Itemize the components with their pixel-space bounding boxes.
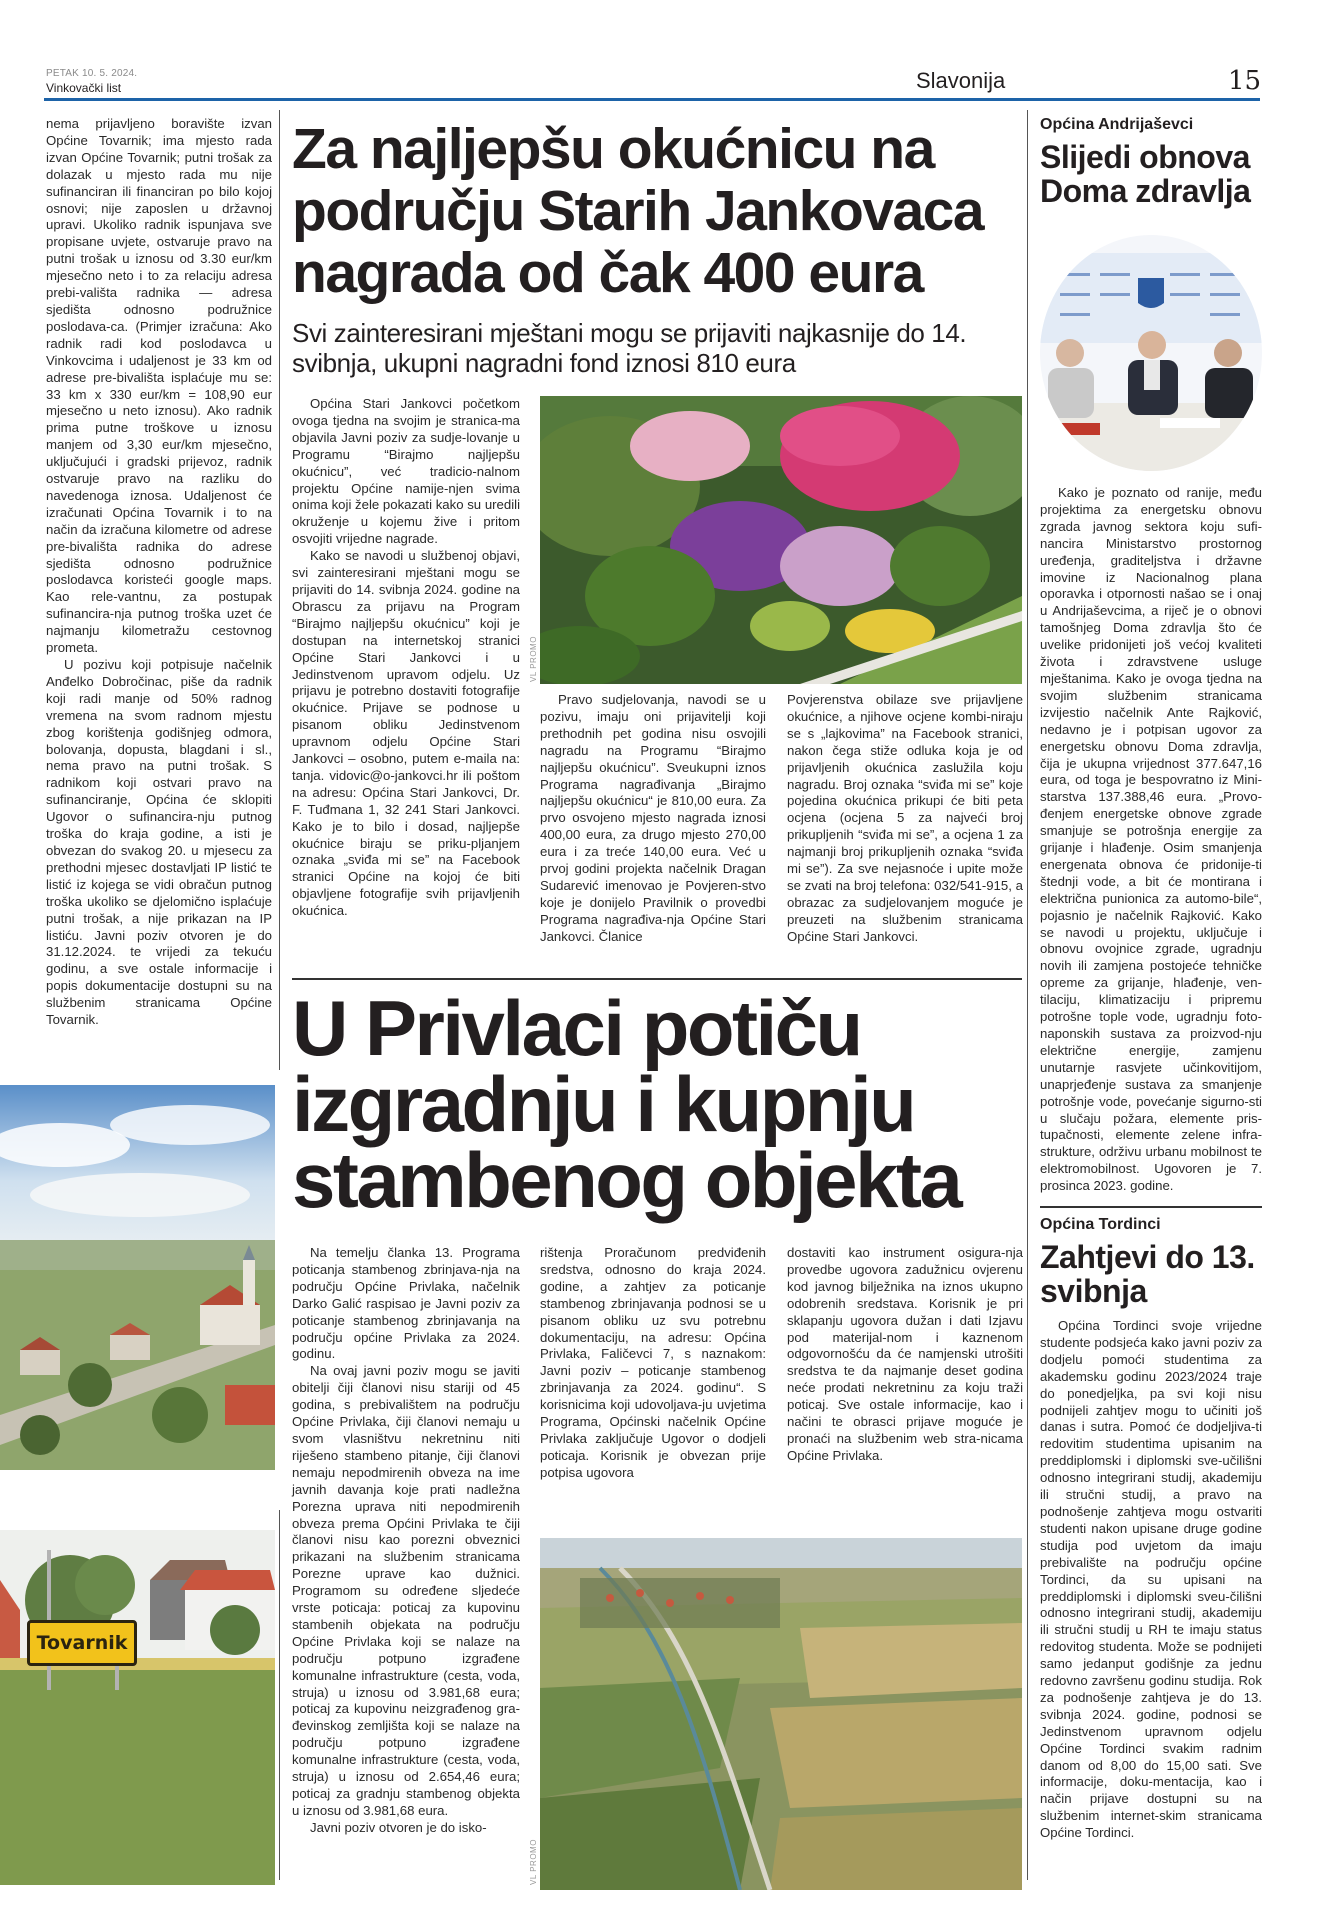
paragraph: Kako je poznato od ranije, među projektima za energetsku obnovu zgrada javnog sektora koju sufi-nancira Ministarstvo prostornog uređenja, graditeljstva i državne imovine iz Nacionalnog plana oporavka i otpornosti našao se i onaj u Andrijaševcima, a riječ je o obnovi tamošnjeg Doma zdravlja što će uvelike pridonijeti još većoj kvaliteti života i zdravstvene usluge mještanima. Kako je ovoga tjedna na svojim službenim stranicama izvijestio načelnik Ante Rajković, nedavno je i potpisan ugovor za energetsku obnovu Doma zdravlja, čija je ukupna vrijednost 377.647,16 eura, od toga je bespovratno iz Mini-starstva 137.388,46 eura. „Provo-đenjem energetske obnove zgrade smanjuje se potrošnja energije za grijanje i hlađenje. Osim smanjenja energenata obnova će pridonije-ti štednji vode, a bit će montirana i električna punionica za automo-bile“, pojasnio je načelnik Rajković. Kako se navodi u projektu, uključuje i obnovu ovojnice zgrade, ugradnju novih ili zamjena postojeće tehničke opreme za grijanje, hlađenje, ven-tilaciju, klimatizaciju i pripremu potrošne tople vode, ugradnju foto-naponskih sustava za proizvod-nju električne energije, zamjenu unutarnje rasvjete učinkovitijom, unaprjeđenje sustava za smanjenje potrošnje vode, povećanje sigurno-sti u slučaju požara, elemente pris-tupačnosti, elemente zelene infra-strukture, održivu urbanu mobilnost te elektromobilnost. Ugovoren je 7. prosinca 2023. godine. bbox=[1040, 485, 1262, 1194]
privlaka-aerial-photo bbox=[540, 1538, 1022, 1890]
privlaka-column-2 bbox=[540, 1245, 766, 1482]
article-divider bbox=[292, 978, 1022, 980]
paragraph: dostaviti kao instrument osigura-nja provedbe ugovora zadužnicu ovjerenu kod javnog bilježnika na iznos ukupno odobrenih sredstava. Korisnik je pri sklapanju ugovora dužan i dati Izjavu pod materijal-nom i kaznenom odgovornošću da će namjenski utrošiti sredstva te da najmanje deset godina neće prodati nekretninu za koju traži poticaj. Sve ostale informacije, kao i načini te obrasci prijave moguće je pronaći na službenim web stra-nicama Općine Privlaka. bbox=[787, 1245, 1023, 1463]
jankovci-column-2 bbox=[540, 692, 766, 946]
paragraph: Na ovaj javni poziv mogu se javiti obitelji čiji članovi nisu stariji od 45 godina, s prebivalištem na području Općine Privlaka, čiji članovi nemaju u svom vlasništvu nekretninu niti riješeno stambeno pitanje, čiji članovi nemaju nepodmirenih obveza na ime javnih davanja koje prati nadležna Porezna uprava niti nepodmirenih obveza prema Općini Privlaka te čiji članovi nisu kao porezni obveznici prikazani na službenim stranicama Porezne uprave kao dužnici. Programom su određene sljedeće vrste poticaja: poticaj za kupovinu stambenih objekata na području Općine Privlaka koji se nalaze na području potpuno izgrađene komunalne infrastrukture (cesta, voda, struja) u iznosu od 3.981,68 eura; poticaj za kupovinu neizgrađenog gra-đevinskog zemljišta koji se nalaze na području potpuno izgrađene komunalne infrastrukture (cesta, voda, struja) u iznosu od 2.654,46 eura; poticaj za gradnju stambenog objekta u iznosu od 3.981,68 eura. bbox=[292, 1363, 520, 1818]
paragraph: Povjerenstva obilaze sve prijavljene okućnice, a njihove ocjene kombi-niraju se s „lajkovima” na Facebook stranici, nakon čega stiže odluka koja je od prijavljenih okućnica zaslužila koju nagradu. Broj oznaka “sviđa mi se” koje pojedina okućnica prikupi će biti peta ocjena (ocjena 5 za najveći broj prikupljenih “sviđa mi se”, a ocjena 1 za najmanji broj prikupljenih oznaka “sviđa mi se”). Za sve nejasnoće i upite može se zvati na broj telefona: 032/541-915, a obrazac za sudjelovanjem moguće je preuzeti na službenim stranicama Općine Stari Jankovci. bbox=[787, 692, 1023, 944]
contract-signing-photo bbox=[1040, 233, 1262, 473]
tordinci-article bbox=[1040, 1216, 1262, 1842]
andrijasevci-article bbox=[1040, 116, 1262, 208]
photo-credit: VL PROMO bbox=[529, 1839, 538, 1885]
tovarnik-road-sign bbox=[27, 1620, 137, 1666]
village-aerial-photo bbox=[0, 1085, 275, 1470]
tordinci-article-text bbox=[1040, 1318, 1262, 1842]
jankovci-column-1 bbox=[292, 396, 520, 920]
header-rule bbox=[44, 98, 1260, 101]
privlaka-column-3 bbox=[787, 1245, 1023, 1465]
column-divider bbox=[279, 110, 280, 1070]
andrijasevci-article-text bbox=[1040, 485, 1262, 1195]
tordinci-kicker: Općina Tordinci bbox=[1040, 1216, 1161, 1233]
privlaka-column-1 bbox=[292, 1245, 520, 1837]
paragraph: Kako se navodi u službenoj objavi, svi zainteresirani mještani mogu se prijaviti do 14. svibnja 2024. godine na Obrascu za prijavu na Program “Birajmo najljepšu okućnicu” koji je dostupan na internetskoj stranici Općine Stari Jankovci i u Jedinstvenom upravom odjelu. Uz prijavu je potrebno dostaviti fotografije okućnice. Prijave se podnose u pisanom obliku Jedinstvenom upravnom odjelu Općine Stari Jankovci – osobno, putem e-maila na: tanja. vidovic@o-jankovci.hr ili poštom na adresu: Općina Stari Jankovci, Dr. F. Tuđmana 1, 32 241 Stari Jankovci. Kako je to bilo i dosad, najljepše okućnice biraju se priku-pljanjem oznaka „sviđa mi se” na Facebook stranici Općine na kojoj će biti objavljene fotografije svih prijavljenih okućnica. bbox=[292, 548, 520, 919]
paragraph: Na temelju članka 13. Programa poticanja stambenog zbrinjava-nja na području Općine Privlaka, načelnik Darko Galić raspisao je Javni poziv za poticanje stambenog zbrinjavanja na području općine Privlaka za 2024. godinu. bbox=[292, 1245, 520, 1362]
issue-date: PETAK 10. 5. 2024. bbox=[46, 68, 138, 79]
newspaper-name: Vinkovački list bbox=[46, 81, 122, 95]
page-number: 15 bbox=[1228, 66, 1262, 96]
village-aerial-illustration bbox=[0, 1085, 275, 1470]
paragraph: Javni poziv otvoren je do isko- bbox=[310, 1819, 487, 1835]
photo-credit: VL PROMO bbox=[529, 636, 538, 682]
garden-illustration bbox=[540, 396, 1022, 684]
andrijasevci-kicker: Općina Andrijaševci bbox=[1040, 116, 1194, 133]
paragraph: rištenja Proračunom predviđenih sredstva, odnosno do kraja 2024. godine, a zahtjev za poticanje stambenog zbrinjavanja podnosi se u pisanom obliku uz svu potrebnu dokumentaciju, na adresu: Općina Privlaka, Faličevci 7, s naznakom: Javni poziv – poticanje stambenog zbrinjavanja za 2024. godinu“. S korisnicima koji udovoljava-ju uvjetima Programa, Općinski načelnik Općine Privlaka zaključuje Ugovor o dodjeli poticaja. Korisnik je obvezan prije potpisa ugovora bbox=[540, 1245, 766, 1480]
garden-flowers-photo bbox=[540, 396, 1022, 684]
signing-illustration bbox=[1040, 233, 1262, 473]
paragraph: Pravo sudjelovanja, navodi se u pozivu, imaju oni prijavitelji koji prethodnih pet godina nisu osvojili nagradu na Programu “Birajmo najljepšu okućnicu”. Sveukupni iznos Programa nagrađivanja „Birajmo najljepšu okućnicu“ je 810,00 eura. Za prvo osvojeno mjesto nagrada iznosi 400,00 eura, za drugo mjesto 270,00 eura i za treće 140,00 eura. Već u prvoj godini projekta načelnik Dragan Sudarević imenovao je Povjeren-stvo koje je donijelo Pravilnik o provedbi Programa nagrađiva-nja Općine Stari Jankovci. Članice bbox=[540, 692, 766, 944]
tovarnik-sign-illustration bbox=[0, 1530, 275, 1885]
sign-text: Tovarnik bbox=[36, 1632, 128, 1654]
column-divider bbox=[279, 1510, 280, 1880]
paragraph: nema prijavljeno boravište izvan Općine Tovarnik; ima mjesto rada izvan Općine Tovarnik; putni trošak za dolazak u mjesto rada mu nije sufinanciran ili financiran po bilo kojoj osnovi; nije zaposlen u državnoj upravi. Ukoliko radnik ispunjava sve propisane uvjete, ostvaruje pravo na putni trošak u iznosu od 3.30 eur/km mjesečno neto i to za relaciju adresa prebi-vališta radnika — adresa sjedišta odnosno podružnice poslodava-ca. (Primjer izračuna: Ako radnik radi kod poslodavca u Vinkovcima i udaljenost je 33 km od adrese pre-bivališta isplaćuje mu se: 33 km x 330 eur/km = 108,90 eur mjesečno u neto iznosu). Ako radnik prima putne troškove u iznosu manjem od 3,30 eur/km mjesečno, uključujući i gradski prijevoz, radnik ostvaruje pravo na razliku do navedenoga iznosa. Udaljenost će izračunati Općina Tovarnik i to na način da izračuna kilometre od adrese pre-bivališta radnika do adrese sjedišta odnosno podružnice poslodavca koristeći google maps. Kao rele-vantnu, za postupak sufinancira-nja putnog troška uzet će najmanju kilometražu cestovnog prometa. bbox=[46, 116, 272, 656]
paragraph: Općina Stari Jankovci početkom ovoga tjedna na svojim je stranica-ma objavila Javni poziv za sudje-lovanje u Programu “Birajmo najljepšu okućnicu”, već tradicio-nalnom projektu Općine namije-njen svima onima koji žele pokazati kako su uredili okruženje u kojemu žive i pritom osvojiti vrijedne nagrade. bbox=[292, 396, 520, 547]
article-divider bbox=[1040, 1206, 1262, 1208]
tovarnik-sign-photo bbox=[0, 1530, 275, 1885]
paragraph: Općina Tordinci svoje vrijedne studente podsjeća kako javni poziv za dodjelu pomoći studentima za akademsku godinu 2023/2024 traje do ponedjeljka, pa svi koji nisu podnijeli zahtjev mogu to učiniti još danas i sutra. Pomoć će dodjeljiva-ti redovitim studentima upisanim na preddiplomski i diplomski sve-učilišni odnosno integrirani studij, akademiju ili stručni studij, a pravo na podnošenje zahtjeva mogu ostvariti studenti nakon upisane druge godine studija pod uvjetom da imaju prebivalište na području općine Tordinci, da su upisani na preddiplomski i diplomski sveu-čilišni odnosno integrirani studij, akademiju ili stručni studij u RH te imaju status redovitog studenta. Može se podnijeti samo jedanput godišnje za jednu redovno završenu godinu studija. Rok za podnošenje zahtjeva je do 13. svibnja 2024. godine, podnosi se Jedinstvenom upravnom odjelu Općine Tordinci svakim radnim danom od 8,00 do 15,00 sati. Sve informacije, doku-mentacija, kao i način prijave dostupni su na službenim internet-skim stranicama Općine Tordinci. bbox=[1040, 1318, 1262, 1841]
andrijasevci-headline: Slijedi obnova Doma zdravlja bbox=[1040, 139, 1251, 209]
tordinci-headline: Zahtjevi do 13. svibnja bbox=[1040, 1239, 1255, 1309]
privlaka-headline: U Privlaci potiču izgradnju i kupnju stambenog objekta bbox=[292, 984, 961, 1224]
main-headline: Za najljepšu okućnicu na području Starih Jankovaca nagrada od čak 400 eura bbox=[292, 117, 984, 305]
tovarnik-article-text bbox=[46, 116, 272, 1029]
jankovci-column-3 bbox=[787, 692, 1023, 946]
aerial-fields-illustration bbox=[540, 1538, 1022, 1890]
main-subheadline: Svi zainteresirani mještani mogu se prijaviti najkasnije do 14. svibnja, ukupni nagradni fond iznosi 810 eura bbox=[292, 318, 967, 378]
section-name: Slavonija bbox=[916, 68, 1006, 93]
paragraph: U pozivu koji potpisuje načelnik Anđelko Dobročinac, piše da radnik koji radi manje od 50% radnog vremena na svom radnom mjestu zbog korištenja godišnjeg odmora, bolovanja, dopusta, blagdani i sl., nema pravo na putni trošak. S radnikom koji ostvari pravo na sufinanciranje, Općina će sklopiti Ugovor o sufinancira-nju putnog troška do kraja godine, a isti je obvezan do svakog 20. u mjesecu za prethodni mjesec dostavljati IP listić te listić iz kojega se vidi obračun putnog troška ukoliko se djelomično isplaćuje putni trošak, a nije prikazan na IP listiću. Javni poziv otvoren je do 31.12.2024. te vrijedi za tekuću godinu, a sve ostale informacije i popis dokumentacije dostupni su na službenim stranicama Općine Tovarnik. bbox=[46, 657, 272, 1028]
